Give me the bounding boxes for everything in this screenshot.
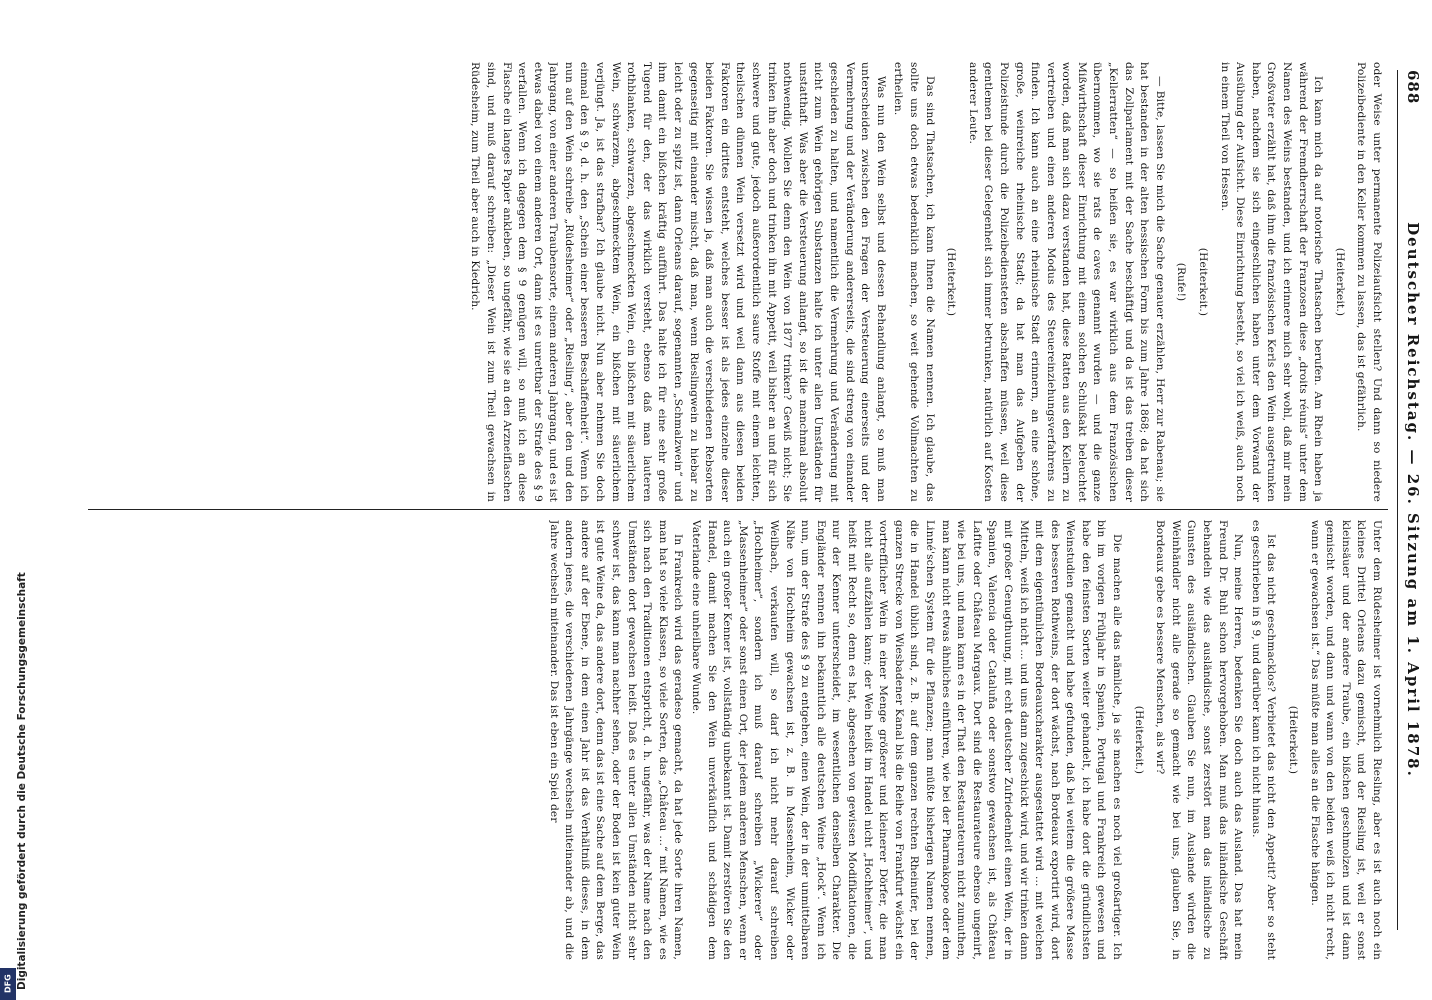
interjection: (Rufe!)	[1175, 262, 1188, 302]
left-column	[94, 62, 1384, 502]
interjection: (Heiterkeit.)	[945, 247, 958, 317]
paragraph: Was nun den Wein selbst und dessen Behandlung anlangt, so muß man unterscheiden zwischen den Fragen der Versteuerung einerseits und der Vermehrung und der Veränderung andererseits, die sind streng von einander geschieden zu halten, und namentlich die Vermehrung und Veränderung mit nicht zum Wein gehörigen Substanzen halte ich unter allen Umständen für unstatthaft. Was aber die Versteuerung anlangt, so ist die manchmal absolut nothwendig. Wollen Sie denn den Wein von 1877 trinken? Gewiß nicht; Sie trinken ihn aber doch und trinken ihn mit Appetit, weil bisher an und für sich schwere und gute, jedoch außerordentlich saure Stoffe mit einem leichten, theilschen dünnen Wein versetzt wird und weil dann aus diesen beiden Faktoren ein drittes entsteht, welches besser ist als jedes einzelne dieser beiden Faktoren. Sie wissen ja, daß man auch die verschiedenen Rebsorten gegenseitig mit einander mischt, daß man, wenn Rieslingwein zu hiebar zu leicht oder zu spitz ist, dann Orleans darauf, sogenannten „Schmalzwein“ und ihm damit ein bißchen kräftig aufführt. Das halte ich für eine sehr große Tugend für den, der das wirklich versteht, ebenso daß man lauteren rothblanken, schwarzen, abgeschmeckten Wein, ein bißchen mit säuerlichem Wein, schwarzem, abgeschmecktem Wein, ein bißchen mit säuerlichem verjüngt. Ja, ist das strafbar? Ich glaube nicht. Nun aber nehmen Sie doch einmal den § 9, d. h. den „Schein einer besseren Beschaffenheit“. Wenn ich nun auf den Wein schreibe „Rüdesheimer“ oder „Riesling“, aber den und den Jahrgang, von einer anderen Traubensorte, einem anderen Jahrgang, und es ist etwas dabei von einem anderen Ort, dann ist es unrettbar der Strafe des § 9 verfallen. Wenn ich dagegen dem § 9 genügen will, so muß ich an diese Flasche ein langes Papier ankleben, so ungefähr, wie sie an den Arzneiflaschen sind, und muß darauf schreiben: „Dieser Wein ist zum Theil gewachsen in Rüdesheim, zum Theil aber auch in Kiedrich.	[469, 62, 887, 502]
page-number: 688	[1404, 70, 1422, 105]
paragraph: oder Weise unter permanente Polizeiaufsicht stellen? Und dann so niedere Polizeibediente in den Keller kommen zu lassen, das ist gefährlich.	[1355, 62, 1383, 502]
paragraph: — Bitte, lassen Sie mich die Sache genauer erzählen, Herr zur Rabenau; sie hat bestanden in der alten hessischen Form bis zum Jahre 1868; da hat sich das Zollparlament mit der Sache beschäftigt und da ist das treiben dieser „Kellerratten“ — so heißen sie, es war wirklich aus dem Französischen übernommen, wo sie rats de caves genannt wurden — und die ganze Mißwirthschaft dieser Einrichtung mit einem solchen Schlußakt beleuchtet worden, daß man sich dazu verstanden hat, diese Ratten aus den Kellern zu vertreiben und einen anderen Modus des Steuereinziehungsverfahrens zu finden. Ich kann auch an eine rheinische Stadt erinnern, an eine schöne, große, weinreiche rheinische Stadt; da hat man das Aufgeben der Polizeistunde durch die Polizeibediensteten abschaffen müssen, weil diese gentlemen bei dieser Gelegenheit sich immer betrunken, natürlich auf Kosten anderer Leute.	[966, 62, 1166, 502]
paragraph: In Frankreich wird das geradeso gemacht, da hat jede Sorte ihren Namen, man hat so viele Klassen, so viele Sorten, das „Château ...“ mit Namen, wie es sich nach den Traditionen entspricht, d. h. ungefähr, was der Name nach den Umständen dort gewachsen heißt. Daß es unter allen Umständen nicht sehr schwer ist, das kann man nachher sehen, oder der Boden ist kein guter Wein ist gute Weine da, das andere dort, denn das ist eine Sache auf dem Berge, das andere auf der Ebene, in dem einen Jahr ist das Verhältniß dieses, in dem andern jenes, die verschiedenen Jahrgänge wechseln miteinander ab, und die Jahre wechseln miteinander. Das ist eben ein Spiel der	[547, 520, 685, 960]
paragraph: Ist das nicht geschmacklos? Verbietet das nicht den Appetit? Aber so steht es geschrieben in § 9, und darüber kann ich nicht hinaus.	[1249, 520, 1278, 960]
page-header	[1397, 70, 1424, 930]
interjection: (Heiterkeit.)	[1197, 247, 1210, 317]
paragraph: Unter dem Rüdesheimer ist vornehmlich Riesling, aber es ist auch noch ein kleines Drittel Orleans dazu gemischt, und der Riesling ist, weil er sonst kleinsäuer und der andere Traube, ein bißchen geschmolzen und ist dann gemischt worden, und dann und wann von den beiden weiß ich nicht recht, wann er gewachsen ist.“ Das müßte man alles an die Flasche hängen.	[1308, 520, 1383, 960]
paragraph: Ich kann mich da auf notorische Thatsachen berufen. Am Rhein haben ja während der Fremdherrschaft der Franzosen diese „droits réunis“ unter dem Namen des Weins bestanden, und ich erinnere mich sehr wohl, daß mir mein Großvater erzählt hat, daß ihm die französischen Kerls den Wein ausgetrunken haben, nachdem sie sich eingeschlichen haben unter dem Vorwand der Ausübung der Aufsicht. Diese Einrichtung besteht, so viel ich weiß, auch noch in einem Theil von Hessen.	[1218, 62, 1325, 502]
digitization-note: Digitalisierung gefördert durch die Deutsche Forschungsgemeinschaft	[16, 572, 28, 990]
paragraph: Die machen alle das nämliche, ja sie machen es noch viel großartiger. Ich bin im vorigen Frühjahr in Spanien, Portugal und Frankreich gewesen und habe den feinsten Sorten weiter gehandelt, ich habe dort die gründlichsten Weinstudien gemacht und habe gefunden, daß bei weitem die größere Masse des besseren Rothweins, der dort wächst, nach Bordeaux exportirt wird, dort mit dem eigentümlichen Bordeauxcharakter ausgestattet wird ... mit welchen Mitteln, weiß ich nicht ... und uns dann zugeschickt wird, und wir trinken dann mit großer Genugthuung, mit echt deutscher Zufriedenheit einen Wein, der in Spanien, Valencia oder Cataluña oder sonstwo gewachsen ist, als Château Lafitte oder Château Margaux. Dort sind die Restaurateure ebenso ungenirt, wie bei uns, und man kann es in der That den Restaurateuren nicht zumuthen, man kann nicht etwas ähnliches einführen, wie bei der Pharmakopoe oder dem Linné'schen System für die Pflanzen; man müßte bisherigen Namen nennen, die in Handel üblich sind, z. B. auf dem ganzen rechten Rheinufer, bei der ganzen Strecke von Wiesbadener Kanal bis die Reihe von Frankfurt wächst ein vortrefflicher Wein in einer Menge größerer und kleinerer Dörfer, die man nicht alle aufzählen kann; der Wein heißt im Handel nicht „Hochheimer“, und heißt mit Recht so, denn es hat, abgesehen von gewissen Modifikationen, die nur der Kenner unterscheidet, im wesentlichen denselben Charakter. Die Engländer nennen ihn bekanntlich alle deutschen Weine „Hock“. Wenn ich nun, um der Strafe des § 9 zu entgehen, einen Wein, der in der unmittelbaren Nähe von Hochheim gewachsen ist, z. B. in Massenheim, Wicker oder Weilbach, verkaufen will, so darf ich nicht mehr darauf schreiben „Hochheimer“, sondern ich muß darauf schreiben „Wickerer“ oder „Massenheimer“ oder sonst einen Ort, der jedem anderen Menschen, wenn er auch ein großer Kenner ist, vollständig unbekannt ist. Damit zerstören Sie den Handel, damit machen Sie den Wein unverkäuflich und schädigen dem Vaterlande eine unheilbare Wunde.	[690, 520, 1124, 960]
interjection: (Heiterkeit.)	[1132, 705, 1145, 775]
interjection: (Heiterkeit.)	[1287, 705, 1300, 775]
right-column	[94, 520, 1384, 960]
running-title: Deutscher Reichstag. — 26. Sitzung am 1. April 1878.	[1404, 222, 1422, 778]
interjection: (Heiterkeit.)	[1333, 247, 1346, 317]
paragraph: Nun, meine Herren, bedenken Sie doch auch das Ausland. Das hat mein Freund Dr. Buhl schon hervorgehoben. Man muß das inländische Geschäft behandeln wie das ausländische, sonst zerstört man das inländische zu Gunsten des ausländischen. Glauben Sie nun, im Auslande würden die Weinhändler nicht alle gerade so gemacht wie bei uns, glauben Sie, in Bordeaux gebe es bessere Menschen, als wir?	[1154, 520, 1245, 960]
dfg-logo: DFG	[0, 968, 16, 1000]
rotated-page	[80, 0, 1432, 1000]
paragraph: Das sind Thatsachen, ich kann Ihnen die Namen nennen. Ich glaube, das sollte uns doch etwas bedenklich machen, so weit gehende Vollmachten zu ertheilen.	[892, 62, 936, 502]
column-divider	[88, 509, 1388, 510]
